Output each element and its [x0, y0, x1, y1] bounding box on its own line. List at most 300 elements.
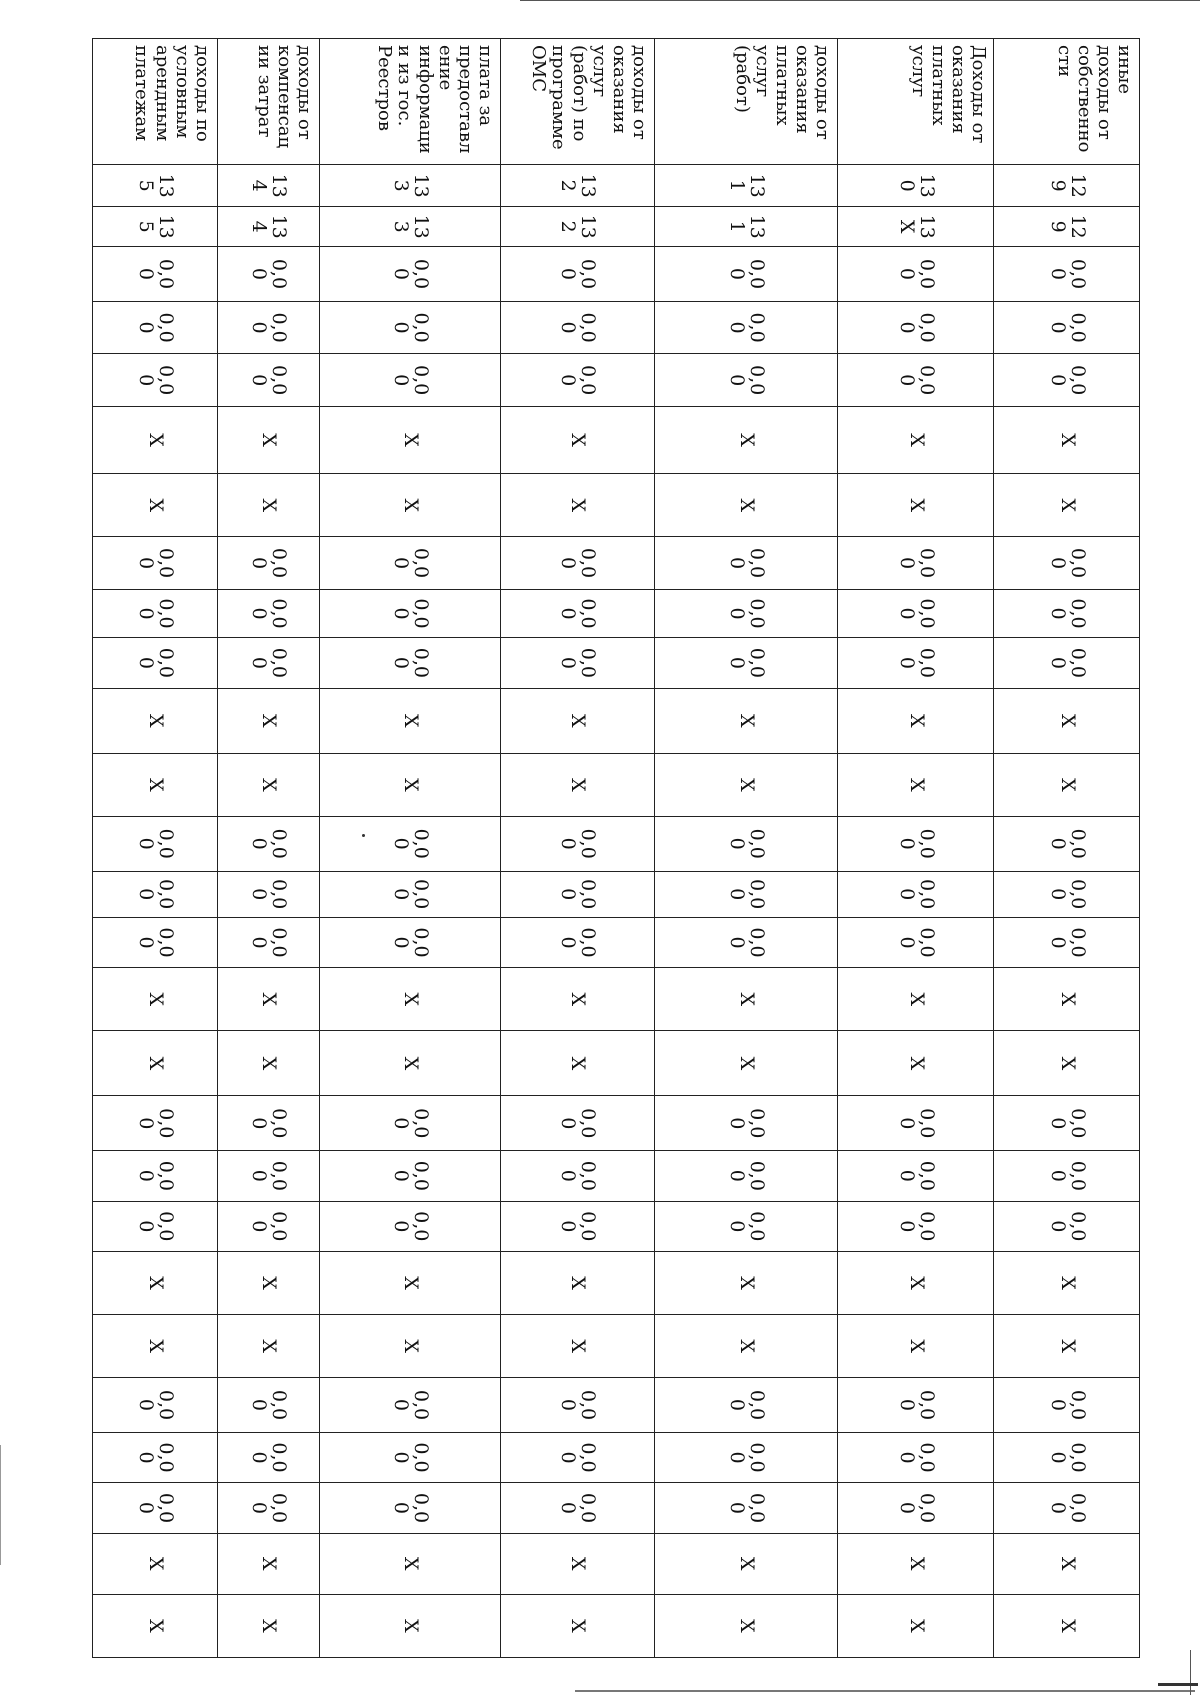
row-label-line: доходы от	[812, 45, 834, 140]
value-part: 0	[134, 837, 157, 850]
value-part: 0	[1046, 656, 1069, 669]
value-cell	[319, 871, 500, 917]
value-part: 0,0	[915, 1389, 938, 1421]
value-cell	[319, 816, 500, 871]
scan-edge-left	[0, 1445, 1, 1565]
value-part: 0	[248, 374, 271, 387]
not-applicable-cell: X	[93, 968, 218, 1031]
value-part: 0,0	[746, 1108, 769, 1139]
value-part: 0,0	[268, 927, 291, 958]
row-label-line: условным	[171, 45, 193, 139]
value-part: 0	[1046, 1451, 1069, 1464]
value-part: 0	[134, 1501, 157, 1515]
value-part: 0	[895, 1398, 918, 1412]
value-part: 0	[389, 837, 412, 850]
value-part: 0,0	[577, 258, 600, 290]
value-part: 0,0	[577, 1492, 600, 1524]
value-part: 0	[557, 656, 580, 669]
row-label-line: ОМС	[528, 45, 550, 92]
code-part: 13	[409, 214, 432, 239]
value-part: 0,0	[1066, 647, 1089, 678]
not-applicable-cell: X	[217, 1315, 319, 1378]
row-label-line: платных	[927, 45, 949, 126]
value-part: 0	[557, 374, 580, 387]
value-part: 0	[1046, 556, 1069, 570]
value-cell	[500, 537, 654, 590]
value-part: 0	[134, 607, 157, 620]
table-row	[217, 39, 319, 1658]
value-part: 0,0	[577, 312, 600, 343]
row-code-secondary	[655, 207, 838, 247]
code-part: 12	[1066, 173, 1089, 198]
value-part: 0,0	[268, 547, 291, 579]
value-part: 0	[726, 1451, 749, 1464]
row-label-line: услуг	[907, 45, 929, 98]
row-label-line: программе	[548, 45, 570, 150]
not-applicable-cell: X	[838, 406, 994, 473]
value-cell	[655, 1483, 838, 1533]
value-cell	[217, 1432, 319, 1482]
value-part: 0,0	[915, 1442, 938, 1473]
value-cell	[655, 1201, 838, 1251]
value-part: 0	[134, 656, 157, 669]
value-part: 0	[726, 656, 749, 669]
value-part: 0,0	[154, 258, 177, 290]
value-cell	[838, 1483, 994, 1533]
not-applicable-cell: X	[319, 1252, 500, 1315]
value-part: 0,0	[577, 598, 600, 629]
value-part: 0,0	[154, 927, 177, 958]
value-part: 0	[248, 936, 271, 949]
value-cell	[319, 1201, 500, 1251]
value-part: 0,0	[746, 879, 769, 910]
row-code-secondary	[838, 207, 994, 247]
value-part: 0	[248, 1398, 271, 1412]
code-part: 2	[557, 220, 580, 233]
value-cell	[500, 1432, 654, 1482]
value-part: 0,0	[409, 1442, 432, 1473]
value-cell	[994, 917, 1140, 967]
value-part: 0,0	[577, 879, 600, 910]
not-applicable-cell: X	[93, 688, 218, 753]
not-applicable-cell: X	[319, 406, 500, 473]
value-part: 0,0	[746, 1442, 769, 1473]
not-applicable-cell: X	[500, 474, 654, 537]
value-part: 0,0	[268, 647, 291, 678]
value-part: 0	[1046, 1398, 1069, 1412]
row-code	[994, 165, 1140, 207]
value-part: 0	[248, 267, 271, 280]
not-applicable-cell: X	[994, 1315, 1140, 1378]
value-cell	[93, 816, 218, 871]
value-part: 0	[1046, 1169, 1069, 1182]
not-applicable-cell: X	[655, 1252, 838, 1315]
value-part: 0	[726, 607, 749, 620]
row-label-line: арендным	[151, 45, 173, 142]
value-part: 0	[389, 1451, 412, 1464]
value-part: 0,0	[746, 547, 769, 579]
not-applicable-cell: X	[500, 968, 654, 1031]
value-cell	[838, 1201, 994, 1251]
value-cell	[994, 1432, 1140, 1482]
value-cell	[994, 537, 1140, 590]
not-applicable-cell: X	[838, 474, 994, 537]
not-applicable-cell: X	[994, 968, 1140, 1031]
row-label-line: ение	[434, 45, 456, 91]
value-part: 0,0	[1066, 547, 1089, 579]
row-label	[93, 39, 218, 165]
row-code-secondary	[994, 207, 1140, 247]
value-cell	[500, 1151, 654, 1201]
not-applicable-cell: X	[500, 1031, 654, 1096]
not-applicable-cell: X	[838, 1315, 994, 1378]
not-applicable-cell: X	[93, 406, 218, 473]
value-cell	[994, 871, 1140, 917]
row-code	[93, 165, 218, 207]
row-code	[319, 165, 500, 207]
not-applicable-cell: X	[655, 474, 838, 537]
value-part: 0,0	[409, 647, 432, 678]
not-applicable-cell: X	[655, 1315, 838, 1378]
not-applicable-cell: X	[994, 1031, 1140, 1096]
code-part: 1	[726, 220, 749, 233]
value-cell	[655, 816, 838, 871]
scan-edge-top	[520, 0, 1200, 1]
code-part: 9	[1046, 179, 1069, 192]
value-cell	[838, 638, 994, 688]
value-part: 0	[389, 374, 412, 387]
value-part: 0,0	[409, 828, 432, 859]
value-part: 0	[726, 1117, 749, 1130]
row-label-line: и из гос.	[394, 45, 416, 127]
value-part: 0,0	[915, 647, 938, 678]
not-applicable-cell: X	[319, 753, 500, 816]
row-label-line: оказания	[948, 45, 970, 134]
not-applicable-cell: X	[655, 968, 838, 1031]
value-cell	[319, 1378, 500, 1433]
not-applicable-cell: X	[93, 474, 218, 537]
value-part: 0	[895, 556, 918, 570]
value-cell	[93, 537, 218, 590]
value-part: 0,0	[746, 258, 769, 290]
not-applicable-cell: X	[838, 1252, 994, 1315]
value-part: 0,0	[154, 365, 177, 396]
scan-edge-right	[1190, 1650, 1191, 1695]
not-applicable-cell: X	[838, 688, 994, 753]
row-label-line: собственно	[1073, 45, 1095, 153]
row-code-secondary	[93, 207, 218, 247]
row-code	[655, 165, 838, 207]
value-part: 0	[895, 267, 918, 280]
value-cell	[655, 917, 838, 967]
code-part: 4	[248, 220, 271, 233]
value-part: 0,0	[268, 1211, 291, 1242]
value-part: 0	[389, 1220, 412, 1233]
value-cell	[217, 589, 319, 637]
value-part: 0,0	[154, 647, 177, 678]
value-cell	[319, 1483, 500, 1533]
row-label-line: иные	[1114, 45, 1135, 94]
scan-edge-corner	[1158, 1683, 1198, 1686]
code-part: 13	[746, 214, 769, 239]
value-cell	[319, 1151, 500, 1201]
value-cell	[93, 917, 218, 967]
row-label-line: Доходы от	[968, 45, 990, 144]
value-part: 0,0	[409, 547, 432, 579]
not-applicable-cell: X	[500, 1315, 654, 1378]
value-part: 0,0	[409, 365, 432, 396]
value-cell	[838, 247, 994, 302]
value-part: 0	[557, 607, 580, 620]
value-part: 0,0	[915, 598, 938, 629]
value-part: 0	[248, 888, 271, 901]
not-applicable-cell: X	[500, 1594, 654, 1657]
value-part: 0	[134, 321, 157, 334]
value-part: 0	[389, 656, 412, 669]
not-applicable-cell: X	[655, 753, 838, 816]
not-applicable-cell: X	[217, 406, 319, 473]
value-cell	[838, 589, 994, 637]
value-part: 0,0	[409, 1108, 432, 1139]
value-cell	[217, 537, 319, 590]
row-code	[500, 165, 654, 207]
not-applicable-cell: X	[655, 1594, 838, 1657]
value-cell	[93, 1483, 218, 1533]
value-cell	[217, 247, 319, 302]
value-part: 0	[389, 1117, 412, 1130]
value-cell	[994, 1378, 1140, 1433]
value-part: 0,0	[409, 258, 432, 290]
code-part: 13	[409, 173, 432, 198]
value-cell	[500, 917, 654, 967]
not-applicable-cell: X	[838, 1031, 994, 1096]
value-part: 0	[1046, 1501, 1069, 1515]
value-cell	[319, 247, 500, 302]
code-part: 13	[915, 214, 938, 239]
row-label	[838, 39, 994, 165]
value-part: 0,0	[268, 312, 291, 343]
value-part: 0	[1046, 1220, 1069, 1233]
value-part: 0	[1046, 321, 1069, 334]
value-part: 0,0	[154, 879, 177, 910]
value-cell	[655, 1096, 838, 1151]
value-part: 0	[895, 374, 918, 387]
code-part: 2	[557, 179, 580, 192]
value-cell	[217, 638, 319, 688]
code-part: 13	[268, 214, 291, 239]
value-cell	[838, 871, 994, 917]
value-part: 0	[895, 656, 918, 669]
row-label-line: (работ)	[731, 45, 753, 113]
value-cell	[217, 1096, 319, 1151]
value-cell	[994, 816, 1140, 871]
value-cell	[994, 247, 1140, 302]
not-applicable-cell: X	[994, 406, 1140, 473]
not-applicable-cell: X	[838, 968, 994, 1031]
not-applicable-cell: X	[655, 406, 838, 473]
table-row	[838, 39, 994, 1658]
value-part: 0	[895, 1451, 918, 1464]
value-part: 0	[726, 888, 749, 901]
value-part: 0,0	[409, 1389, 432, 1421]
code-part: 3	[389, 179, 412, 192]
value-part: 0,0	[409, 1160, 432, 1191]
value-part: 0	[557, 267, 580, 280]
not-applicable-cell: X	[217, 1031, 319, 1096]
value-part: 0,0	[915, 1108, 938, 1139]
value-cell	[319, 638, 500, 688]
value-cell	[319, 537, 500, 590]
value-cell	[319, 589, 500, 637]
not-applicable-cell: X	[319, 474, 500, 537]
not-applicable-cell: X	[319, 1533, 500, 1594]
not-applicable-cell: X	[319, 688, 500, 753]
not-applicable-cell: X	[994, 753, 1140, 816]
value-part: 0	[557, 556, 580, 570]
value-cell	[838, 301, 994, 354]
value-part: 0	[389, 1398, 412, 1412]
value-part: 0	[895, 607, 918, 620]
value-cell	[93, 1378, 218, 1433]
not-applicable-cell: X	[994, 1533, 1140, 1594]
value-part: 0,0	[1066, 1442, 1089, 1473]
value-part: 0,0	[268, 365, 291, 396]
not-applicable-cell: X	[217, 1533, 319, 1594]
value-part: 0	[389, 556, 412, 570]
code-part: 13	[154, 214, 177, 239]
value-part: 0	[557, 1117, 580, 1130]
value-part: 0	[726, 1398, 749, 1412]
value-part: 0,0	[154, 1389, 177, 1421]
value-part: 0	[134, 1451, 157, 1464]
value-cell	[655, 589, 838, 637]
value-part: 0	[895, 1117, 918, 1130]
row-label-line: доходы от	[293, 45, 315, 140]
not-applicable-cell: X	[500, 1252, 654, 1315]
row-label	[217, 39, 319, 165]
value-cell	[93, 354, 218, 407]
value-part: 0,0	[154, 1108, 177, 1139]
value-part: 0,0	[268, 828, 291, 859]
row-label	[655, 39, 838, 165]
value-cell	[217, 1151, 319, 1201]
value-part: 0,0	[154, 598, 177, 629]
income-table	[92, 38, 1140, 1658]
value-part: 0	[726, 1501, 749, 1515]
value-cell	[500, 1378, 654, 1433]
value-part: 0,0	[409, 598, 432, 629]
row-label-line: услуг	[588, 45, 610, 98]
not-applicable-cell: X	[217, 1594, 319, 1657]
value-part: 0,0	[915, 927, 938, 958]
value-part: 0,0	[746, 1492, 769, 1524]
value-part: 0	[895, 888, 918, 901]
value-part: 0	[134, 556, 157, 570]
value-cell	[217, 1483, 319, 1533]
code-part: 5	[134, 179, 157, 192]
row-label-line: оказания	[792, 45, 814, 134]
table-row	[655, 39, 838, 1658]
value-part: 0,0	[577, 365, 600, 396]
value-part: 0	[389, 1501, 412, 1515]
value-part: 0	[557, 936, 580, 949]
not-applicable-cell: X	[655, 688, 838, 753]
value-part: 0	[389, 888, 412, 901]
value-part: 0,0	[1066, 927, 1089, 958]
value-part: 0	[726, 837, 749, 850]
not-applicable-cell: X	[93, 1533, 218, 1594]
value-cell	[217, 354, 319, 407]
not-applicable-cell: X	[500, 688, 654, 753]
not-applicable-cell: X	[319, 1031, 500, 1096]
value-cell	[838, 917, 994, 967]
code-part: 3	[389, 220, 412, 233]
row-label-line: доходы от	[629, 45, 651, 140]
not-applicable-cell: X	[655, 1533, 838, 1594]
code-part: 13	[268, 173, 291, 198]
value-part: 0,0	[268, 1160, 291, 1191]
value-part: 0	[134, 1117, 157, 1130]
value-part: 0,0	[409, 1211, 432, 1242]
value-part: 0,0	[915, 1211, 938, 1242]
value-part: 0	[1046, 1117, 1069, 1130]
value-part: 0	[557, 1398, 580, 1412]
value-part: 0,0	[268, 879, 291, 910]
row-label-line: Реестров	[374, 45, 396, 131]
value-part: 0,0	[154, 1211, 177, 1242]
not-applicable-cell: X	[994, 1594, 1140, 1657]
table-row	[994, 39, 1140, 1658]
value-part: 0,0	[915, 828, 938, 859]
value-part: 0,0	[268, 1108, 291, 1139]
row-label-line: компенсац	[273, 45, 295, 149]
row-label-line: оказания	[608, 45, 630, 134]
value-part: 0	[1046, 936, 1069, 949]
code-part: 13	[746, 173, 769, 198]
value-cell	[319, 1432, 500, 1482]
value-part: 0	[134, 888, 157, 901]
value-cell	[500, 247, 654, 302]
value-part: 0	[389, 1169, 412, 1182]
value-cell	[994, 589, 1140, 637]
value-part: 0	[134, 936, 157, 949]
value-part: 0,0	[154, 828, 177, 859]
not-applicable-cell: X	[655, 1031, 838, 1096]
value-part: 0	[557, 1451, 580, 1464]
not-applicable-cell: X	[838, 753, 994, 816]
row-label-line: платежам	[131, 45, 153, 142]
code-part: 5	[134, 220, 157, 233]
value-part: 0,0	[577, 1211, 600, 1242]
value-cell	[93, 1151, 218, 1201]
code-part: 9	[1046, 220, 1069, 233]
value-cell	[319, 354, 500, 407]
value-cell	[319, 1096, 500, 1151]
value-part: 0,0	[577, 828, 600, 859]
value-part: 0,0	[1066, 1211, 1089, 1242]
row-label	[319, 39, 500, 165]
not-applicable-cell: X	[93, 1594, 218, 1657]
table-row	[319, 39, 500, 1658]
value-part: 0,0	[409, 1492, 432, 1524]
value-part: 0,0	[577, 1389, 600, 1421]
not-applicable-cell: X	[217, 474, 319, 537]
value-cell	[500, 1096, 654, 1151]
row-label-line: ии затрат	[253, 45, 275, 138]
value-part: 0,0	[268, 1442, 291, 1473]
value-cell	[500, 871, 654, 917]
row-code-secondary	[319, 207, 500, 247]
